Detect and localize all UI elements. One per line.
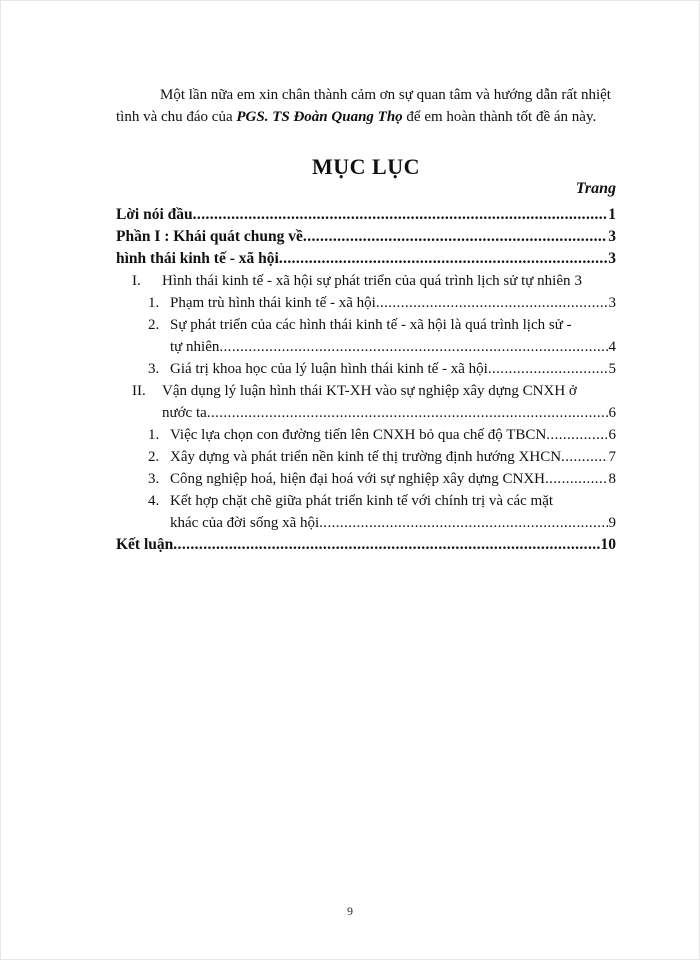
toc-page-number: 3 xyxy=(608,228,616,245)
toc-entry-section-2-1[interactable] xyxy=(116,424,616,446)
toc-entry-text: Sự phát triển của các hình thái kinh tế - xã hội là quá trình lịch sử - xyxy=(170,317,572,333)
footer-page-number: 9 xyxy=(347,904,353,918)
toc-entry-number: 1. xyxy=(148,295,160,311)
toc-page-number: 6 xyxy=(608,427,616,443)
toc-page-number: 1 xyxy=(608,206,616,223)
closing-text-start: Một lần nữa em xin chân thành cảm ơn sự quan tâm và hướng dẫn rất nhiệt tình và chu đáo của xyxy=(116,87,611,125)
dot-leader xyxy=(173,534,599,556)
toc-page-number: 3 xyxy=(574,273,582,289)
dot-leader xyxy=(488,358,608,380)
toc-entry-number: 1. xyxy=(148,427,160,443)
dot-leader xyxy=(546,424,607,446)
toc-entry-text-continued: tự nhiên xyxy=(170,339,220,355)
toc-entry-section-2-4[interactable] xyxy=(116,490,616,512)
toc-page-number: 3 xyxy=(608,295,616,311)
toc-entry-text: Kết luận xyxy=(116,536,174,553)
toc-title: MỤC LỤC xyxy=(312,154,420,179)
toc-entry-text: Giá trị khoa học của lý luận hình thái kinh tế - xã hội xyxy=(170,361,488,377)
toc-entry-text: Lời nói đầu xyxy=(116,206,193,223)
dot-leader xyxy=(279,248,607,270)
toc-entry-text: Xây dựng và phát triển nền kinh tế thị trường định hướng XHCN xyxy=(170,449,562,465)
toc-page-number: 10 xyxy=(600,536,616,553)
toc-entry-number: 4. xyxy=(148,493,160,509)
toc-entry-part-1[interactable] xyxy=(116,226,616,248)
toc-entry-section-2-continued[interactable] xyxy=(116,402,616,424)
dot-leader xyxy=(303,226,607,248)
toc-entry-section-1[interactable] xyxy=(116,270,616,292)
toc-entry-preface[interactable] xyxy=(116,204,616,226)
toc-entry-section-1-1[interactable] xyxy=(116,292,616,314)
toc-page-number: 8 xyxy=(608,471,616,487)
toc-entry-section-1-3[interactable] xyxy=(116,358,616,380)
toc-entry-section-1-2[interactable] xyxy=(116,314,616,336)
toc-entry-number: II. xyxy=(132,383,146,399)
toc-entry-number: 3. xyxy=(148,361,160,377)
dot-leader xyxy=(545,468,608,490)
dot-leader xyxy=(319,512,607,534)
toc-page-number: 4 xyxy=(608,339,616,355)
toc-entry-part-1-subtitle[interactable] xyxy=(116,248,616,270)
toc-entry-number: 2. xyxy=(148,449,160,465)
toc-entry-text: Hình thái kinh tế - xã hội sự phát triển của quá trình lịch sử tự nhiên xyxy=(162,273,571,289)
dot-leader xyxy=(207,402,608,424)
toc-page-number: 7 xyxy=(608,449,616,465)
dot-leader xyxy=(219,336,607,358)
toc-entry-text: hình thái kinh tế - xã hội xyxy=(116,250,279,267)
toc-entry-text: Phần I : Khái quát chung về xyxy=(116,228,303,245)
toc-entry-text: Kết hợp chặt chẽ giữa phát triển kinh tế với chính trị và các mặt xyxy=(170,493,554,509)
toc-page-number: 9 xyxy=(608,515,616,531)
toc-entry-text: Phạm trù hình thái kinh tế - xã hội xyxy=(170,295,376,311)
toc-page-number: 5 xyxy=(608,361,616,377)
table-of-contents xyxy=(116,204,616,556)
closing-text-end: để em hoàn thành tốt đề án này. xyxy=(402,109,597,125)
toc-entry-text: Vận dụng lý luận hình thái KT-XH vào sự nghiệp xây dựng CNXH ở xyxy=(162,383,577,399)
toc-entry-section-2-4-continued[interactable] xyxy=(116,512,616,534)
toc-entry-number: 2. xyxy=(148,317,160,333)
toc-entry-section-2[interactable] xyxy=(116,380,616,402)
toc-entry-conclusion[interactable] xyxy=(116,534,616,556)
toc-entry-number: 3. xyxy=(148,471,160,487)
dot-leader xyxy=(193,204,608,226)
closing-paragraph xyxy=(116,84,616,128)
toc-entry-text: Việc lựa chọn con đường tiến lên CNXH bỏ qua chế độ TBCN xyxy=(170,427,547,443)
toc-entry-text: Công nghiệp hoá, hiện đại hoá với sự nghiệp xây dựng CNXH xyxy=(170,471,545,487)
toc-page-number: 6 xyxy=(608,405,616,421)
toc-entry-number: I. xyxy=(132,273,141,289)
toc-entry-text-continued: khác của đời sống xã hội xyxy=(170,515,320,531)
toc-entry-text-continued: nước ta xyxy=(162,405,207,421)
page-column-label: Trang xyxy=(575,180,616,197)
toc-entry-section-2-3[interactable] xyxy=(116,468,616,490)
supervisor-name: PGS. TS Đoàn Quang Thọ xyxy=(236,109,403,125)
dot-leader xyxy=(561,446,607,468)
toc-entry-section-1-2-continued[interactable] xyxy=(116,336,616,358)
dot-leader xyxy=(376,292,608,314)
toc-page-number: 3 xyxy=(608,250,616,267)
toc-entry-section-2-2[interactable] xyxy=(116,446,616,468)
